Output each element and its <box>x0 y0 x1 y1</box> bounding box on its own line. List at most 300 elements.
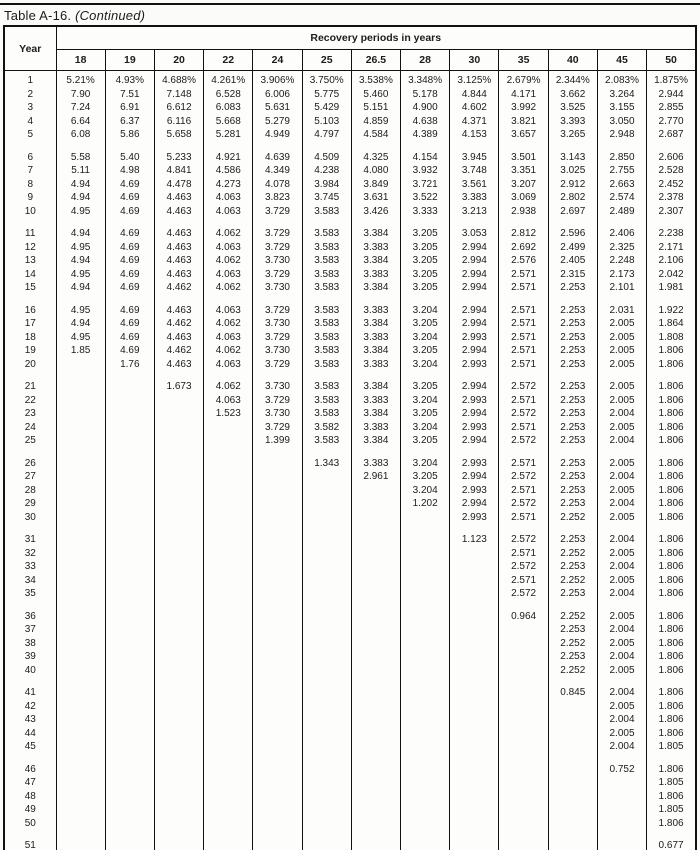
value-cell <box>401 713 450 727</box>
value-cell: 2.572 <box>499 470 548 484</box>
value-cell: 2.679% <box>499 71 548 88</box>
value-cell: 3.538% <box>351 71 400 88</box>
spacer-cell <box>105 448 154 457</box>
value-cell <box>401 817 450 831</box>
value-cell: 2.378 <box>647 191 696 205</box>
value-cell <box>105 484 154 498</box>
value-cell <box>450 839 499 850</box>
spacer-cell <box>302 830 351 839</box>
value-cell <box>401 686 450 700</box>
value-cell: 4.463 <box>154 331 203 345</box>
value-cell: 3.205 <box>401 344 450 358</box>
value-cell: 3.583 <box>302 344 351 358</box>
year-cell: 49 <box>4 803 56 817</box>
value-cell <box>154 610 203 624</box>
value-cell <box>351 664 400 678</box>
value-cell <box>204 497 253 511</box>
value-cell: 2.106 <box>647 254 696 268</box>
value-cell: 2.993 <box>450 484 499 498</box>
value-cell <box>253 623 302 637</box>
value-cell: 1.806 <box>647 686 696 700</box>
value-cell: 3.583 <box>302 317 351 331</box>
value-cell: 3.729 <box>253 241 302 255</box>
value-cell <box>499 623 548 637</box>
value-cell <box>401 700 450 714</box>
value-cell: 2.005 <box>597 394 646 408</box>
table-row-year-15 <box>4 281 696 295</box>
value-cell: 1.806 <box>647 637 696 651</box>
value-cell <box>105 740 154 754</box>
spacer-cell <box>351 218 400 227</box>
value-cell: 2.572 <box>499 380 548 394</box>
value-cell: 2.253 <box>548 344 597 358</box>
value-cell <box>204 740 253 754</box>
spacer-cell <box>105 830 154 839</box>
spacer-cell <box>647 524 696 533</box>
value-cell: 4.463 <box>154 304 203 318</box>
value-cell: 2.571 <box>499 317 548 331</box>
spacer-cell <box>647 754 696 763</box>
value-cell <box>548 700 597 714</box>
value-cell <box>204 587 253 601</box>
value-cell: 3.729 <box>253 331 302 345</box>
value-cell: 4.69 <box>105 254 154 268</box>
table-row-year-16 <box>4 304 696 318</box>
period-header-22: 22 <box>204 50 253 71</box>
value-cell: 2.994 <box>450 268 499 282</box>
value-cell: 3.205 <box>401 434 450 448</box>
value-cell <box>548 727 597 741</box>
value-cell: 4.153 <box>450 128 499 142</box>
table-row-year-49 <box>4 803 696 817</box>
value-cell: 3.729 <box>253 394 302 408</box>
year-cell: 8 <box>4 178 56 192</box>
spacer-cell <box>204 218 253 227</box>
value-cell: 2.005 <box>597 484 646 498</box>
value-cell: 6.528 <box>204 88 253 102</box>
value-cell <box>548 713 597 727</box>
value-cell <box>154 776 203 790</box>
value-cell <box>56 727 105 741</box>
year-cell: 43 <box>4 713 56 727</box>
value-cell <box>450 803 499 817</box>
value-cell <box>450 623 499 637</box>
year-cell: 29 <box>4 497 56 511</box>
value-cell: 2.499 <box>548 241 597 255</box>
value-cell <box>154 407 203 421</box>
table-row-year-13 <box>4 254 696 268</box>
value-cell: 3.730 <box>253 254 302 268</box>
value-cell <box>105 664 154 678</box>
value-cell: 2.572 <box>499 434 548 448</box>
spacer-cell <box>253 830 302 839</box>
value-cell: 5.178 <box>401 88 450 102</box>
value-cell: 4.063 <box>204 241 253 255</box>
period-header-20: 20 <box>154 50 203 71</box>
value-cell <box>154 547 203 561</box>
value-cell: 2.004 <box>597 650 646 664</box>
spacer-cell <box>154 754 203 763</box>
value-cell <box>351 817 400 831</box>
value-cell <box>401 511 450 525</box>
value-cell: 1.343 <box>302 457 351 471</box>
spacer-cell <box>105 601 154 610</box>
value-cell: 4.69 <box>105 191 154 205</box>
table-row-year-47 <box>4 776 696 790</box>
value-cell <box>450 713 499 727</box>
value-cell: 1.805 <box>647 803 696 817</box>
spacer-cell <box>253 448 302 457</box>
value-cell <box>105 533 154 547</box>
value-cell: 2.253 <box>548 304 597 318</box>
value-cell <box>56 817 105 831</box>
value-cell: 3.583 <box>302 407 351 421</box>
value-cell <box>253 650 302 664</box>
value-cell: 4.062 <box>204 344 253 358</box>
value-cell: 4.900 <box>401 101 450 115</box>
year-cell: 18 <box>4 331 56 345</box>
value-cell <box>401 637 450 651</box>
value-cell: 1.806 <box>647 394 696 408</box>
value-cell: 4.062 <box>204 380 253 394</box>
value-cell: 3.729 <box>253 304 302 318</box>
table-row-year-14 <box>4 268 696 282</box>
spacer-cell <box>401 524 450 533</box>
value-cell: 2.253 <box>548 380 597 394</box>
spacer-cell <box>548 295 597 304</box>
table-row-year-11 <box>4 227 696 241</box>
value-cell: 1.806 <box>647 664 696 678</box>
value-cell: 4.921 <box>204 151 253 165</box>
value-cell: 2.770 <box>647 115 696 129</box>
value-cell: 3.205 <box>401 317 450 331</box>
value-cell: 2.994 <box>450 407 499 421</box>
spacer-cell <box>450 601 499 610</box>
value-cell: 6.64 <box>56 115 105 129</box>
value-cell: 4.463 <box>154 205 203 219</box>
value-cell <box>253 740 302 754</box>
value-cell <box>351 574 400 588</box>
spacer-cell <box>548 448 597 457</box>
value-cell: 3.205 <box>401 268 450 282</box>
value-cell <box>56 533 105 547</box>
table-row-year-34 <box>4 574 696 588</box>
year-cell: 14 <box>4 268 56 282</box>
spacer-cell <box>597 754 646 763</box>
value-cell: 4.063 <box>204 191 253 205</box>
value-cell: 4.063 <box>204 268 253 282</box>
value-cell: 3.384 <box>351 344 400 358</box>
spacer-cell <box>450 371 499 380</box>
value-cell: 4.462 <box>154 344 203 358</box>
value-cell: 3.729 <box>253 205 302 219</box>
value-cell: 2.994 <box>450 317 499 331</box>
spacer-cell <box>4 601 56 610</box>
value-cell <box>204 457 253 471</box>
value-cell: 5.460 <box>351 88 400 102</box>
group-spacer-row <box>4 371 696 380</box>
value-cell <box>450 610 499 624</box>
table-row-year-35 <box>4 587 696 601</box>
value-cell: 3.333 <box>401 205 450 219</box>
value-cell: 3.561 <box>450 178 499 192</box>
value-cell <box>302 547 351 561</box>
period-header-18: 18 <box>56 50 105 71</box>
value-cell: 5.151 <box>351 101 400 115</box>
value-cell: 1.806 <box>647 484 696 498</box>
value-cell <box>450 727 499 741</box>
value-cell: 2.571 <box>499 344 548 358</box>
value-cell <box>56 457 105 471</box>
table-row-year-37 <box>4 623 696 637</box>
value-cell <box>204 610 253 624</box>
table-row-year-42 <box>4 700 696 714</box>
value-cell: 2.993 <box>450 511 499 525</box>
value-cell: 0.752 <box>597 763 646 777</box>
value-cell <box>105 407 154 421</box>
value-cell: 2.993 <box>450 331 499 345</box>
value-cell: 3.984 <box>302 178 351 192</box>
period-header-row <box>4 50 696 71</box>
spacer-cell <box>56 601 105 610</box>
spacer-cell <box>450 448 499 457</box>
year-cell: 45 <box>4 740 56 754</box>
value-cell <box>204 533 253 547</box>
spacer-cell <box>105 754 154 763</box>
value-cell: 4.080 <box>351 164 400 178</box>
value-cell: 4.509 <box>302 151 351 165</box>
value-cell: 2.994 <box>450 241 499 255</box>
value-cell <box>56 700 105 714</box>
value-cell <box>105 380 154 394</box>
value-cell: 1.864 <box>647 317 696 331</box>
spacer-cell <box>253 754 302 763</box>
year-cell: 20 <box>4 358 56 372</box>
year-cell: 48 <box>4 790 56 804</box>
value-cell: 2.253 <box>548 331 597 345</box>
value-cell: 2.253 <box>548 623 597 637</box>
value-cell <box>204 664 253 678</box>
spacer-cell <box>548 830 597 839</box>
value-cell <box>105 574 154 588</box>
value-cell <box>105 700 154 714</box>
value-cell: 3.730 <box>253 407 302 421</box>
spacer-cell <box>548 677 597 686</box>
value-cell: 2.938 <box>499 205 548 219</box>
value-cell <box>450 700 499 714</box>
year-cell: 4 <box>4 115 56 129</box>
value-cell <box>154 763 203 777</box>
value-cell: 3.729 <box>253 421 302 435</box>
value-cell: 4.94 <box>56 227 105 241</box>
table-row-year-3 <box>4 101 696 115</box>
value-cell: 4.94 <box>56 178 105 192</box>
value-cell <box>597 839 646 850</box>
value-cell: 2.571 <box>499 511 548 525</box>
value-cell: 3.383 <box>351 304 400 318</box>
value-cell <box>401 587 450 601</box>
value-cell: 3.583 <box>302 205 351 219</box>
value-cell: 2.253 <box>548 650 597 664</box>
value-cell <box>105 421 154 435</box>
period-header-50: 50 <box>647 50 696 71</box>
value-cell: 2.325 <box>597 241 646 255</box>
value-cell: 3.204 <box>401 484 450 498</box>
value-cell <box>302 560 351 574</box>
value-cell: 2.948 <box>597 128 646 142</box>
spacer-cell <box>302 218 351 227</box>
value-cell: 1.806 <box>647 434 696 448</box>
year-cell: 12 <box>4 241 56 255</box>
value-cell: 3.351 <box>499 164 548 178</box>
value-cell <box>105 470 154 484</box>
value-cell <box>56 497 105 511</box>
value-cell: 2.663 <box>597 178 646 192</box>
value-cell: 3.992 <box>499 101 548 115</box>
value-cell <box>253 664 302 678</box>
value-cell <box>204 776 253 790</box>
value-cell: 4.349 <box>253 164 302 178</box>
value-cell <box>204 574 253 588</box>
table-row-year-4 <box>4 115 696 129</box>
value-cell: 3.583 <box>302 358 351 372</box>
spacer-cell <box>56 830 105 839</box>
spacer-cell <box>154 524 203 533</box>
value-cell: 2.004 <box>597 686 646 700</box>
value-cell <box>302 511 351 525</box>
spacer-cell <box>499 295 548 304</box>
value-cell: 2.253 <box>548 470 597 484</box>
value-cell: 1.806 <box>647 700 696 714</box>
value-cell <box>401 839 450 850</box>
value-cell: 1.806 <box>647 497 696 511</box>
value-cell <box>154 713 203 727</box>
value-cell: 2.994 <box>450 380 499 394</box>
value-cell: 6.08 <box>56 128 105 142</box>
spacer-cell <box>253 524 302 533</box>
spacer-cell <box>647 142 696 151</box>
value-cell: 1.806 <box>647 610 696 624</box>
value-cell: 3.383 <box>351 331 400 345</box>
value-cell <box>253 533 302 547</box>
value-cell: 4.94 <box>56 254 105 268</box>
value-cell <box>253 470 302 484</box>
table-row-year-43 <box>4 713 696 727</box>
value-cell: 4.95 <box>56 304 105 318</box>
value-cell: 4.688% <box>154 71 203 88</box>
value-cell: 1.202 <box>401 497 450 511</box>
value-cell: 4.371 <box>450 115 499 129</box>
value-cell <box>351 511 400 525</box>
value-cell <box>302 839 351 850</box>
value-cell: 3.583 <box>302 394 351 408</box>
spacer-cell <box>499 371 548 380</box>
value-cell: 3.729 <box>253 358 302 372</box>
spacer-cell <box>499 677 548 686</box>
value-cell: 2.574 <box>597 191 646 205</box>
value-cell <box>597 776 646 790</box>
value-cell <box>351 497 400 511</box>
value-cell: 3.583 <box>302 434 351 448</box>
value-cell <box>548 803 597 817</box>
value-cell: 1.806 <box>647 380 696 394</box>
value-cell <box>253 511 302 525</box>
spacer-cell <box>401 601 450 610</box>
value-cell: 2.004 <box>597 407 646 421</box>
value-cell <box>204 727 253 741</box>
value-cell <box>302 587 351 601</box>
table-row-year-12 <box>4 241 696 255</box>
value-cell: 1.76 <box>105 358 154 372</box>
value-cell: 4.062 <box>204 281 253 295</box>
value-cell <box>204 686 253 700</box>
period-header-26.5: 26.5 <box>351 50 400 71</box>
table-row-year-20 <box>4 358 696 372</box>
spacer-cell <box>499 142 548 151</box>
value-cell: 1.806 <box>647 560 696 574</box>
value-cell <box>401 790 450 804</box>
year-cell: 33 <box>4 560 56 574</box>
table-row-year-39 <box>4 650 696 664</box>
value-cell <box>302 650 351 664</box>
value-cell <box>105 727 154 741</box>
value-cell: 2.572 <box>499 497 548 511</box>
spacer-cell <box>4 524 56 533</box>
value-cell: 3.125% <box>450 71 499 88</box>
spacer-cell <box>647 601 696 610</box>
value-cell <box>548 839 597 850</box>
value-cell: 2.802 <box>548 191 597 205</box>
year-cell: 34 <box>4 574 56 588</box>
value-cell: 4.94 <box>56 317 105 331</box>
spacer-cell <box>351 601 400 610</box>
value-cell <box>499 776 548 790</box>
year-cell: 9 <box>4 191 56 205</box>
value-cell: 4.95 <box>56 268 105 282</box>
year-cell: 17 <box>4 317 56 331</box>
value-cell: 1.806 <box>647 650 696 664</box>
value-cell: 2.253 <box>548 281 597 295</box>
value-cell: 5.668 <box>204 115 253 129</box>
value-cell: 3.265 <box>548 128 597 142</box>
spacer-cell <box>154 295 203 304</box>
group-spacer-row <box>4 524 696 533</box>
value-cell: 5.11 <box>56 164 105 178</box>
value-cell: 7.51 <box>105 88 154 102</box>
value-cell: 2.993 <box>450 421 499 435</box>
year-cell: 37 <box>4 623 56 637</box>
value-cell <box>302 664 351 678</box>
group-spacer-row <box>4 295 696 304</box>
value-cell <box>105 839 154 850</box>
value-cell <box>105 547 154 561</box>
year-cell: 2 <box>4 88 56 102</box>
value-cell <box>154 700 203 714</box>
value-cell: 3.204 <box>401 331 450 345</box>
value-cell <box>401 740 450 754</box>
spacer-cell <box>647 371 696 380</box>
spacer-cell <box>154 371 203 380</box>
value-cell: 3.383 <box>351 394 400 408</box>
value-cell <box>253 790 302 804</box>
spacer-cell <box>450 295 499 304</box>
value-cell <box>56 407 105 421</box>
spacer-cell <box>548 754 597 763</box>
value-cell: 3.050 <box>597 115 646 129</box>
value-cell: 1.673 <box>154 380 203 394</box>
table-row-year-9 <box>4 191 696 205</box>
value-cell <box>105 637 154 651</box>
